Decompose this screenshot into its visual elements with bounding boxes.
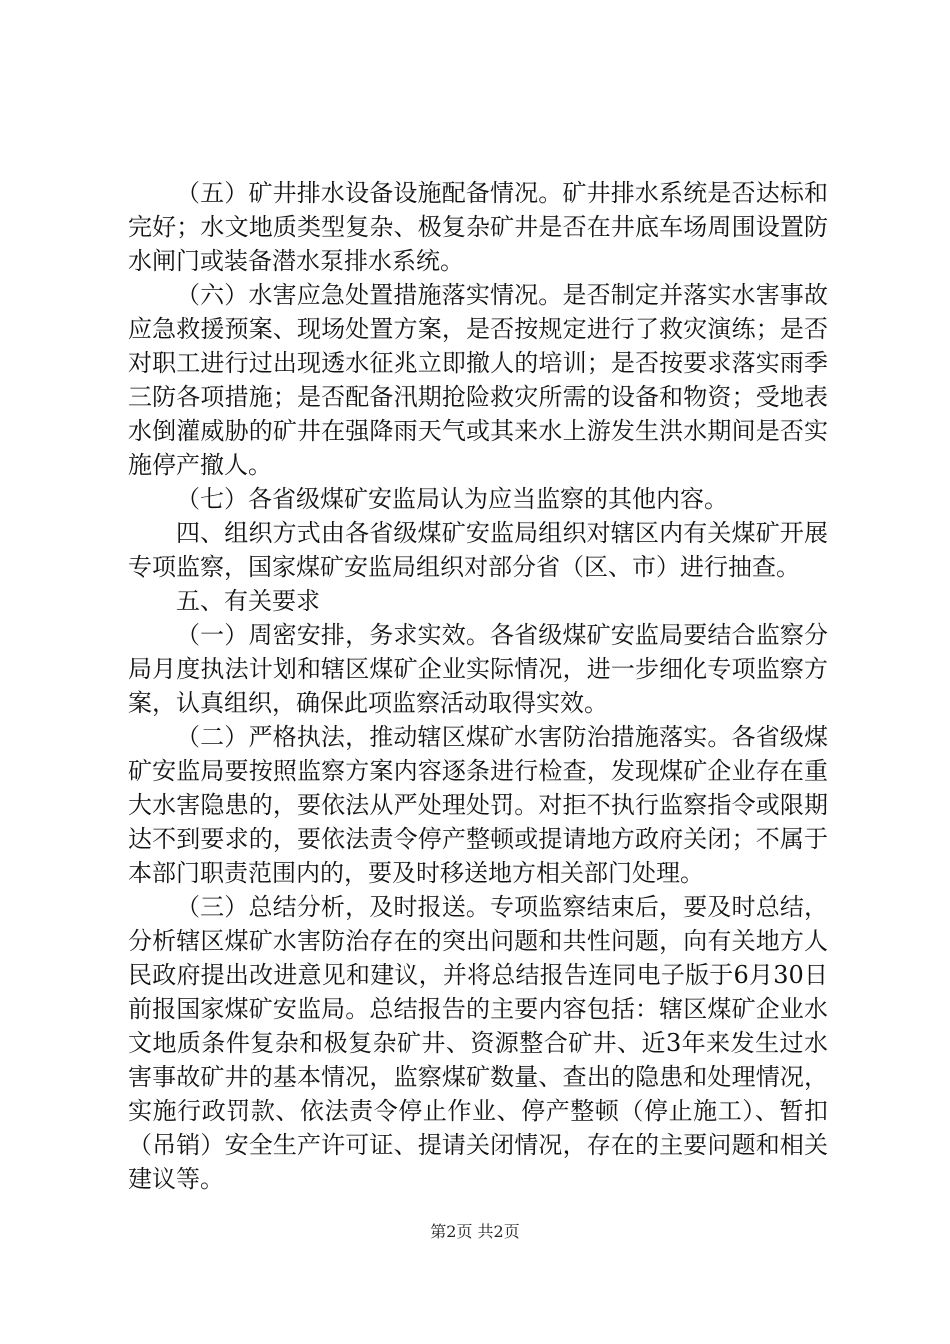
paragraph-section-5: （五）矿井排水设备设施配备情况。矿井排水系统是否达标和完好；水文地质类型复杂、极复杂矿井是否在井底车场周围设置防水闸门或装备潜水泵排水系统。 <box>128 179 828 275</box>
paragraph-requirement-1: （一）周密安排，务求实效。各省级煤矿安监局要结合监察分局月度执法计划和辖区煤矿企业实际情况，进一步细化专项监察方案，认真组织，确保此项监察活动取得实效。 <box>128 621 828 717</box>
page-number-footer: 第2页 共2页 <box>430 1222 520 1241</box>
paragraph-organization: 四、组织方式由各省级煤矿安监局组织对辖区内有关煤矿开展专项监察，国家煤矿安监局组织对部分省（区、市）进行抽查。 <box>128 519 828 581</box>
paragraph-requirement-3: （三）总结分析，及时报送。专项监察结束后，要及时总结，分析辖区煤矿水害防治存在的突出问题和共性问题，向有关地方人民政府提出改进意见和建议，并将总结报告连同电子版于6月30日前报国家煤矿安监局。总结报告的主要内容包括：辖区煤矿企业水文地质条件复杂和极复杂矿井、资源整合矿井、近3年来发生过水害事故矿井的基本情况，监察煤矿数量、查出的隐患和处理情况，实施行政罚款、依法责令停止作业、停产整顿（停止施工）、暂扣（吊销）安全生产许可证、提请关闭情况，存在的主要问题和相关建议等。 <box>128 893 828 1193</box>
paragraph-section-7: （七）各省级煤矿安监局认为应当监察的其他内容。 <box>176 485 728 513</box>
document-body <box>128 176 828 1196</box>
paragraph-requirement-2: （二）严格执法，推动辖区煤矿水害防治措施落实。各省级煤矿安监局要按照监察方案内容逐条进行检查，发现煤矿企业存在重大水害隐患的，要依法从严处理处罚。对拒不执行监察指令或限期达不到要求的，要依法责令停产整顿或提请地方政府关闭；不属于本部门职责范围内的，要及时移送地方相关部门处理。 <box>128 723 828 887</box>
paragraph-section-6: （六）水害应急处置措施落实情况。是否制定并落实水害事故应急救援预案、现场处置方案，是否按规定进行了救灾演练；是否对职工进行过出现透水征兆立即撤人的培训；是否按要求落实雨季三防各项措施；是否配备汛期抢险救灾所需的设备和物资；受地表水倒灌威胁的矿井在强降雨天气或其来水上游发生洪水期间是否实施停产撤人。 <box>128 281 828 479</box>
heading-requirements: 五、有关要求 <box>176 587 320 615</box>
